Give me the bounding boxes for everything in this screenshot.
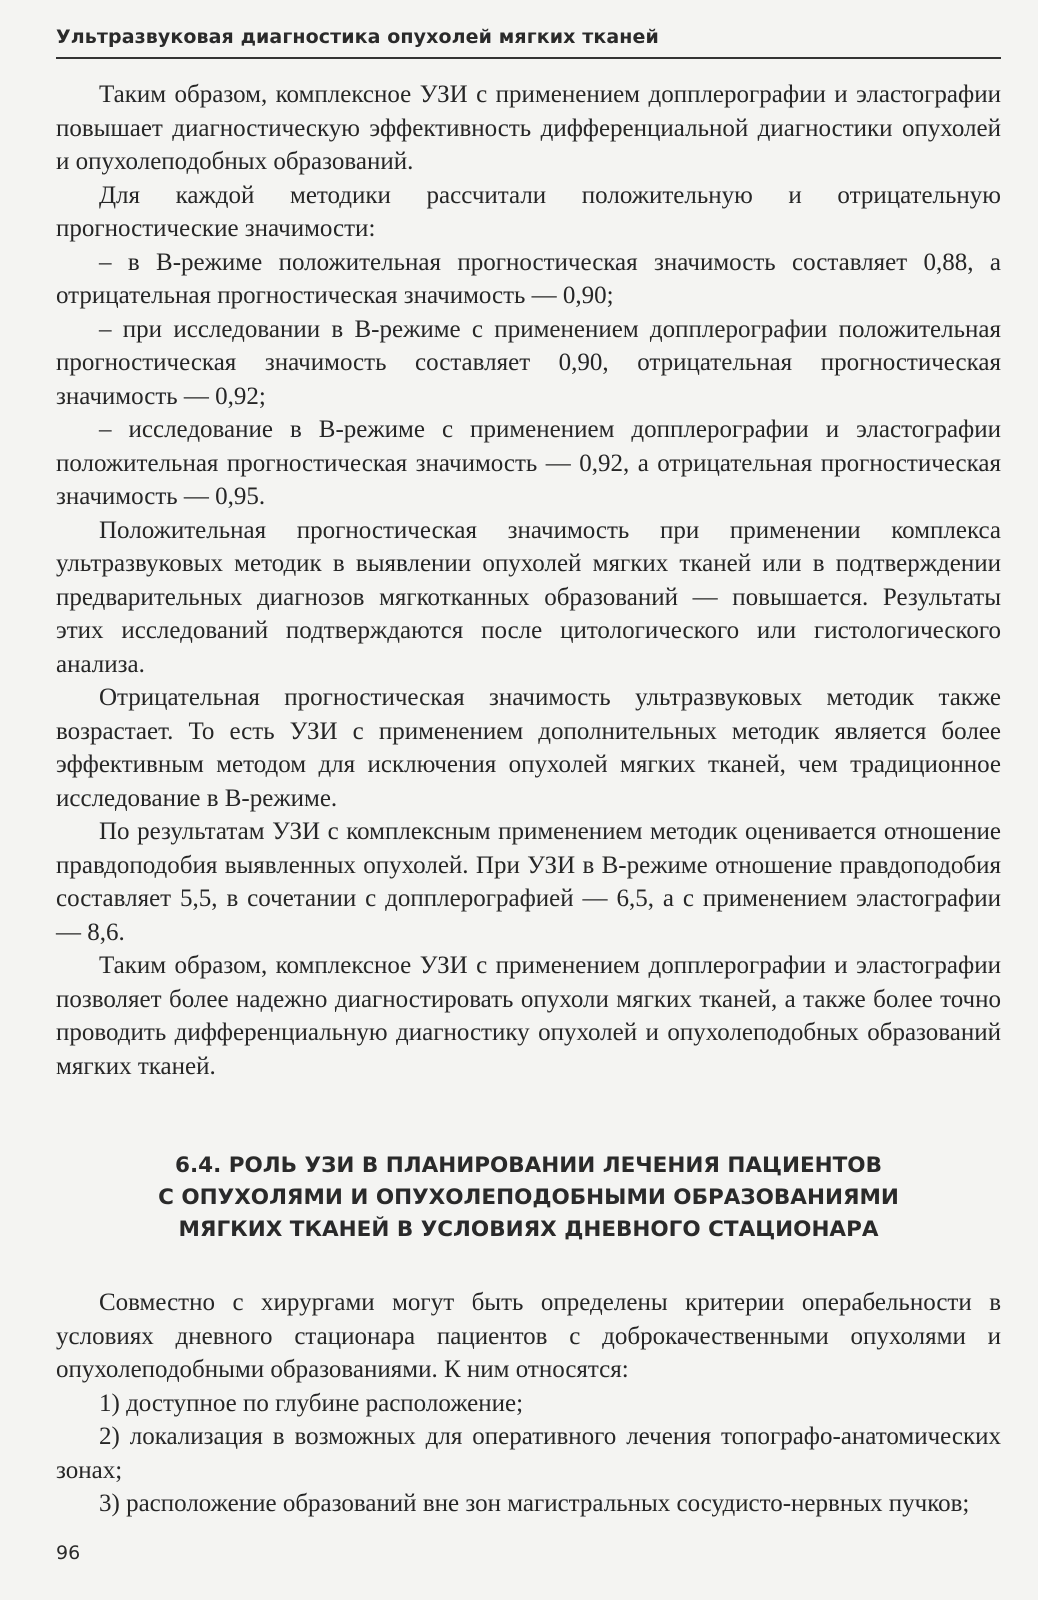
section-heading [56, 1150, 1001, 1246]
paragraph: По результатам УЗИ с комплексным применением методик оценивается отношение правдоподобия выявленных опухолей. При УЗИ в В-режиме отношение правдоподобия составляет 5,5, в сочетании с допплерографией — 6,5, а с применением эластографии — 8,6. [56, 818, 1001, 946]
paragraph: Отрицательная прогностическая значимость ультразвуковых методик также возрастает. То есть УЗИ с применением дополнительных методик является более эффективным методом для исключения опухолей мягких тканей, чем традиционное исследование в В-режиме. [56, 684, 1001, 812]
page-number: 96 [56, 1542, 81, 1564]
list-item: – исследование в В-режиме с применением допплерографии и эластографии положительная прогностическая значимость — 0,92, а отрицательная прогностическая значимость — 0,95. [56, 416, 1001, 510]
paragraph: Положительная прогностическая значимость при применении комплекса ультразвуковых методик в выявлении опухолей мягких тканей или в подтверждении предварительных диагнозов мягкотканных образований — повышается. Результаты этих исследований подтверждаются после цитологического или гистологического анализа. [56, 516, 1001, 678]
list-item: – при исследовании в В-режиме с применением допплерографии положительная прогностическая значимость составляет 0,90, отрицательная прогностическая значимость — 0,92; [56, 315, 1001, 410]
section-heading-line: МЯГКИХ ТКАНЕЙ В УСЛОВИЯХ ДНЕВНОГО СТАЦИОНАРА [178, 1217, 879, 1242]
section-heading-line: 6.4. РОЛЬ УЗИ В ПЛАНИРОВАНИИ ЛЕЧЕНИЯ ПАЦИЕНТОВ [175, 1153, 882, 1178]
list-item: – в В-режиме положительная прогностическая значимость составляет 0,88, а отрицательная прогностическая значимость — 0,90; [56, 248, 1001, 309]
paragraph: Таким образом, комплексное УЗИ с применением допплерографии и эластографии позволяет более надежно диагностировать опухоли мягких тканей, а также более точно проводить дифференциальную диагностику опухолей и опухолеподобных образований мягких тканей. [56, 952, 1001, 1080]
running-head: Ультразвуковая диагностика опухолей мягких тканей [56, 26, 659, 48]
list-item: 1) доступное по глубине расположение; [99, 1389, 524, 1417]
paragraph: Таким образом, комплексное УЗИ с применением допплерографии и эластографии повышает диагностическую эффективность дифференциальной диагностики опухолей и опухолеподобных образований. [56, 81, 1001, 175]
header-rule [56, 57, 1001, 59]
section-heading-line: С ОПУХОЛЯМИ И ОПУХОЛЕПОДОБНЫМИ ОБРАЗОВАНИЯМИ [158, 1185, 899, 1210]
list-item: 2) локализация в возможных для оперативного лечения топографо-анатомических зонах; [56, 1423, 1001, 1484]
list-item: 3) расположение образований вне зон магистральных сосудисто-нервных пучков; [99, 1490, 970, 1517]
body-text-top [56, 78, 1001, 1083]
body-text-bottom [56, 1286, 1001, 1521]
paragraph: Для каждой методики рассчитали положительную и отрицательную прогностические значимости: [56, 181, 1001, 242]
paragraph: Совместно с хирургами могут быть определены критерии операбельности в условиях дневного стационара пациентов с доброкачественными опухолями и опухолеподобными образованиями. К ним относятся: [56, 1289, 1001, 1383]
